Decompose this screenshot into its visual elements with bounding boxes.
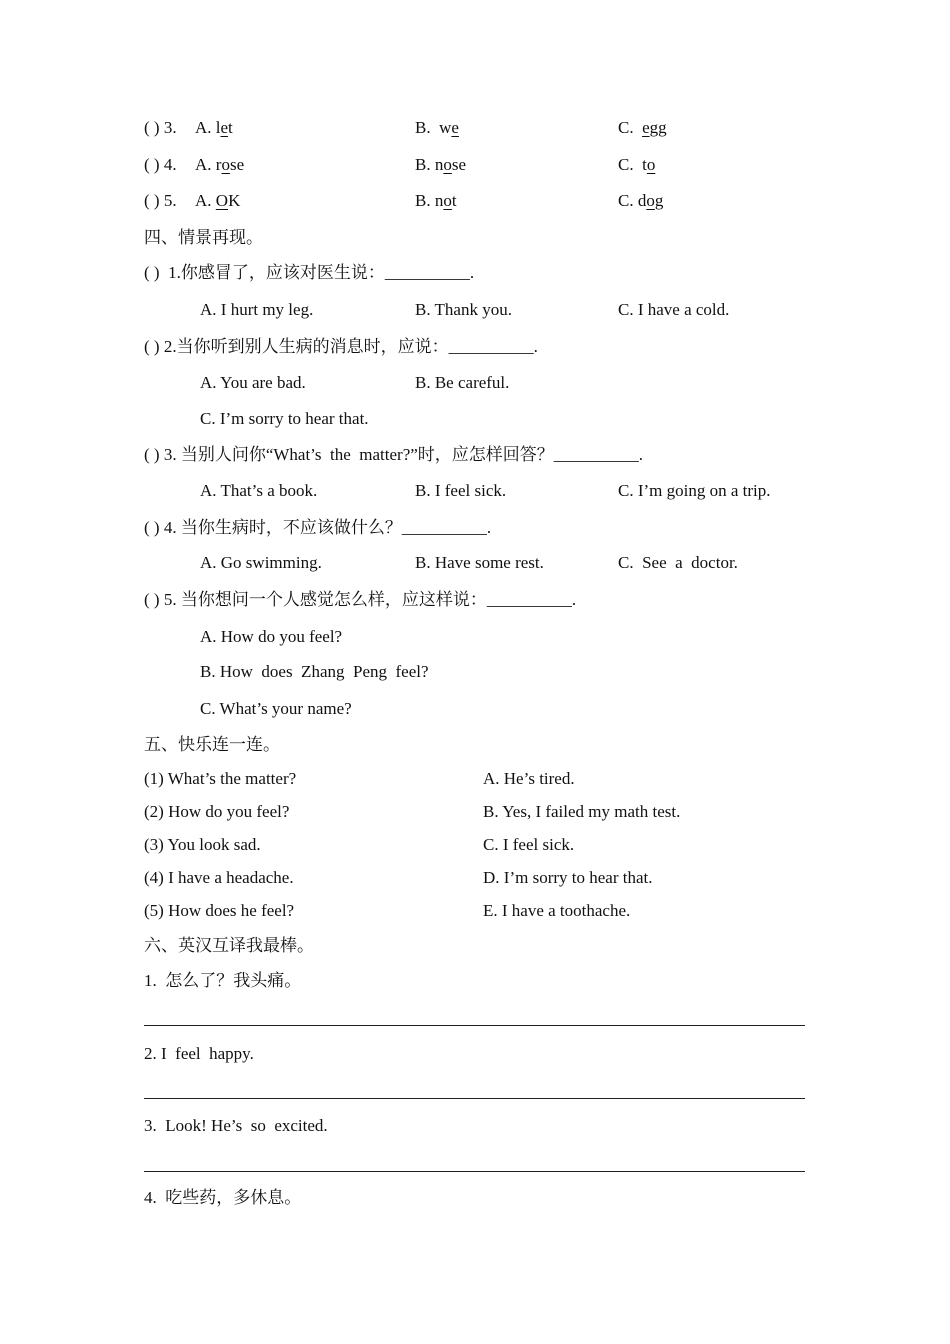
s4-q1-prompt: ( ) 1.你感冒了，应该对医生说：__________. (144, 263, 475, 282)
match-right-item: E. I have a toothache. (483, 901, 631, 920)
s4-q2-prompt: ( ) 2.当你听到别人生病的消息时，应说：__________. (144, 337, 538, 356)
answer-line (144, 1025, 805, 1026)
translation-item-1: 1. 怎么了？我头痛。 (144, 971, 302, 990)
match-right-item: A. He’s tired. (483, 769, 575, 788)
s4-q4-prompt: ( ) 4. 当你生病时，不应该做什么？__________. (144, 518, 492, 537)
q4-option-a: A. rose (195, 155, 245, 174)
match-left-item: (3) You look sad. (144, 835, 261, 854)
translation-item-2: 2. I feel happy. (144, 1044, 254, 1063)
q5-option-c: C. dog (618, 191, 664, 210)
s4-q5-prompt: ( ) 5. 当你想问一个人感觉怎么样，应这样说：__________. (144, 590, 577, 609)
match-right-item: C. I feel sick. (483, 835, 575, 854)
q3-option-a: A. let (195, 118, 233, 137)
s4-q3-option-b: B. I feel sick. (415, 481, 507, 500)
translation-item-3: 3. Look! He’s so excited. (144, 1116, 328, 1135)
q3-option-b: B. we (415, 118, 459, 137)
s4-q5-option-b: B. How does Zhang Peng feel? (200, 662, 429, 681)
q3-option-c: C. egg (618, 118, 667, 137)
s4-q1-option-b: B. Thank you. (415, 300, 512, 319)
s4-q1-option-a: A. I hurt my leg. (200, 300, 314, 319)
answer-line (144, 1171, 805, 1172)
q5-number: ( ) 5. (144, 191, 177, 210)
s4-q4-option-b: B. Have some rest. (415, 553, 544, 572)
section4-heading: 四、情景再现。 (144, 228, 263, 247)
s4-q4-option-a: A. Go swimming. (200, 553, 322, 572)
s4-q4-option-c: C. See a doctor. (618, 553, 738, 572)
s4-q3-prompt: ( ) 3. 当别人问你“What’s the matter?”时，应怎样回答？__________. (144, 445, 644, 464)
q4-number: ( ) 4. (144, 155, 177, 174)
s4-q3-option-c: C. I’m going on a trip. (618, 481, 771, 500)
match-left-item: (5) How does he feel? (144, 901, 295, 920)
s4-q2-option-c: C. I’m sorry to hear that. (200, 409, 369, 428)
s4-q2-option-a: A. You are bad. (200, 373, 306, 392)
q4-option-c: C. to (618, 155, 656, 174)
q5-option-b: B. not (415, 191, 457, 210)
s4-q1-option-c: C. I have a cold. (618, 300, 730, 319)
s4-q5-option-a: A. How do you feel? (200, 627, 343, 646)
match-left-item: (4) I have a headache. (144, 868, 294, 887)
match-right-item: B. Yes, I failed my math test. (483, 802, 681, 821)
answer-line (144, 1098, 805, 1099)
s4-q2-option-b: B. Be careful. (415, 373, 510, 392)
s4-q3-option-a: A. That’s a book. (200, 481, 318, 500)
section6-heading: 六、英汉互译我最棒。 (144, 936, 314, 955)
q5-option-a: A. OK (195, 191, 241, 210)
match-left-item: (2) How do you feel? (144, 802, 290, 821)
s4-q5-option-c: C. What’s your name? (200, 699, 352, 718)
match-right-item: D. I’m sorry to hear that. (483, 868, 653, 887)
match-left-item: (1) What’s the matter? (144, 769, 297, 788)
translation-item-4: 4. 吃些药，多休息。 (144, 1188, 302, 1207)
q4-option-b: B. nose (415, 155, 467, 174)
section5-heading: 五、快乐连一连。 (144, 735, 280, 754)
q3-number: ( ) 3. (144, 118, 177, 137)
